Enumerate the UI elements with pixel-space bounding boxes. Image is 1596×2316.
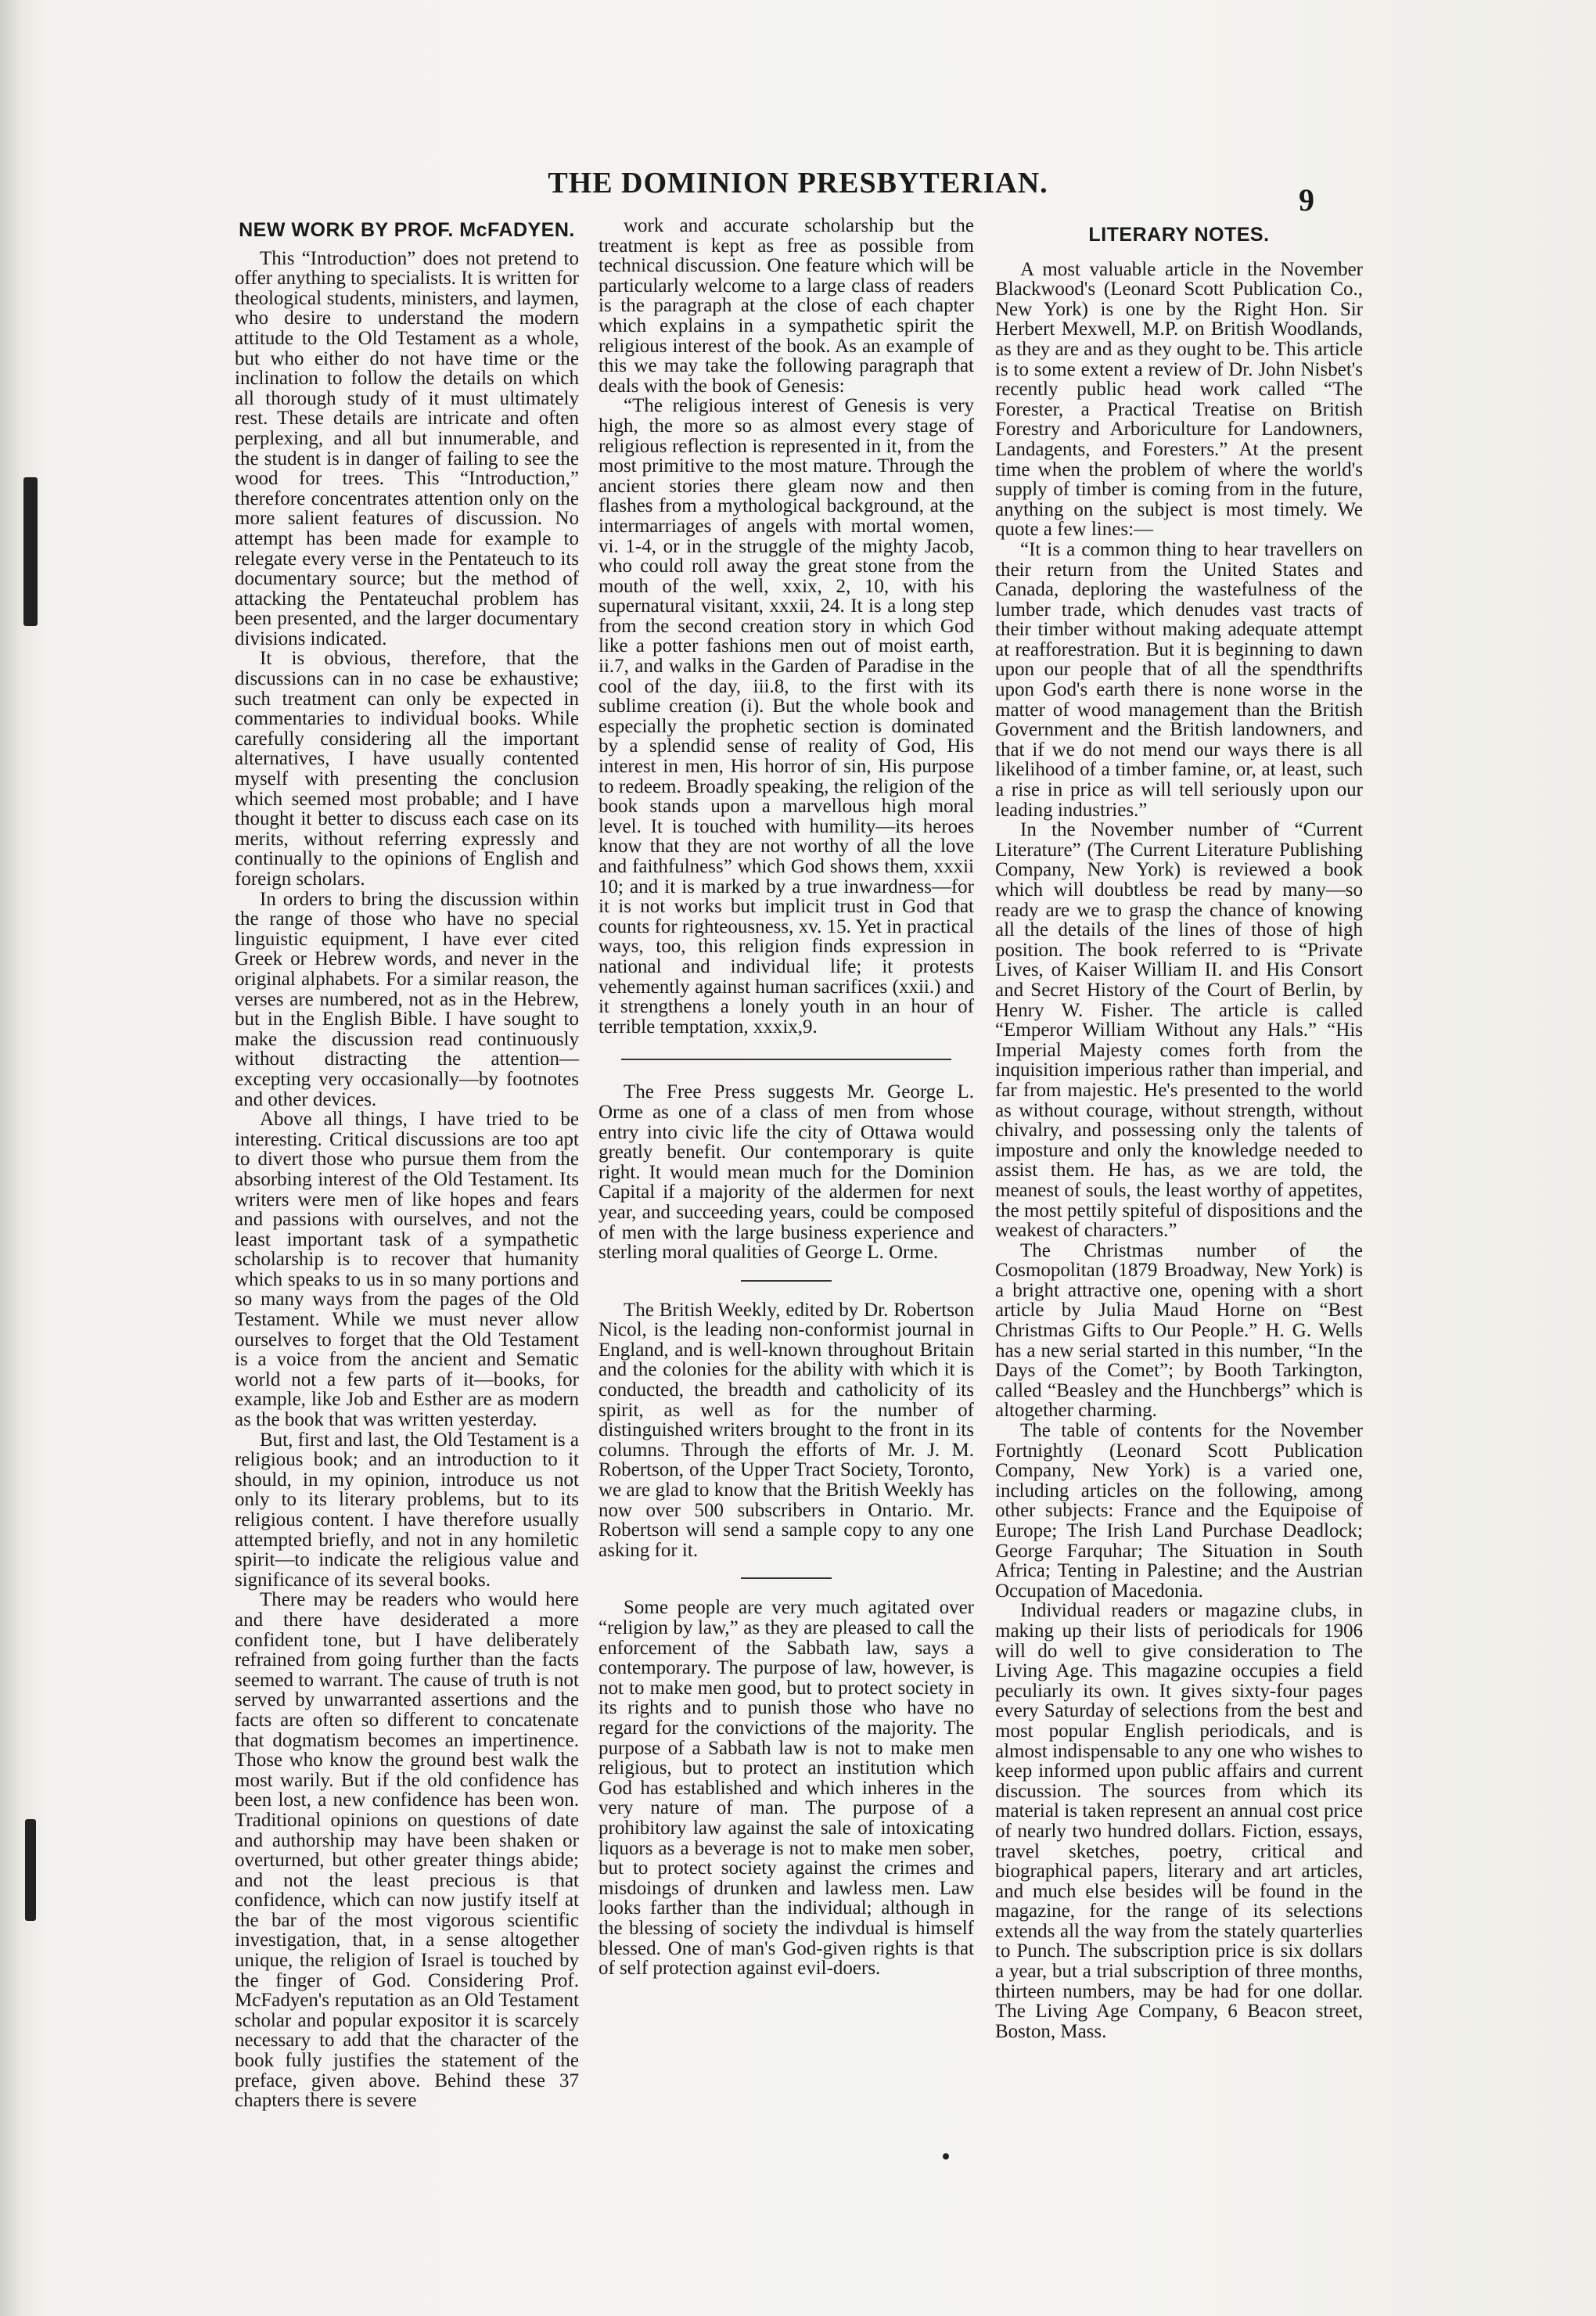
ink-dot: [943, 2153, 949, 2160]
column-right: [995, 219, 1363, 2041]
article-paragraph: In orders to bring the discussion within the range of those who have no special linguistic equipment, I have ever cited Greek or Hebrew words, and never in the original alphabets. For a similar reason, the verses are numbered, not as in the Hebrew, but in the English Bible. I have sought to make the discussion read continuously without distracting the attention—excepting very occasionally—by footnotes and other devices.: [235, 888, 579, 1110]
note-paragraph-british-weekly: The British Weekly, edited by Dr. Robertson Nicol, is the leading non-conformist journal in England, and is well-known throughout Britain and the colonies for the ability with which it is conducted, the breadth and catholicity of its spirit, as well as for the number of distinguished writers brought to the front in its columns. Through the efforts of Mr. J. M. Robertson, of the Upper Tract Society, Toronto, we are glad to know that the British Weekly has now over 500 subscribers in Ontario. Mr. Robertson will send a sample copy to any one asking for it.: [598, 1299, 974, 1561]
article-paragraph: The Christmas number of the Cosmopolitan (1879 Broadway, New York) is a bright attractive one, opening with a short article by Julia Maud Horne on “Best Christmas Gifts to Our People.” H. G. Wells has a new serial started in this number, “In the Days of the Comet”; by Booth Tarkington, called “Beasley and the Hunchbergs” which is altogether charming.: [995, 1239, 1363, 1422]
column-left: [235, 221, 579, 2111]
article-paragraph: “It is a common thing to hear travellers on their return from the United States and Canada, deploring the wastefulness of the lumber trade, which denudes vast tracts of their timber without making adequate attempt at reafforestration. But it is beginning to dawn upon our people that of all the spendthrifts upon God's earth there is none worse in the matter of wood management than the British Government and the British landowners, and that if we do not mend our ways there is all likelihood of a timber famine, or, at least, such a rise in price as will tell seriously upon our leading industries.”: [995, 538, 1363, 821]
page-number: 9: [1299, 182, 1314, 218]
article-paragraph: In the November number of “Current Literature” (The Current Literature Publishing Company, New York) is reviewed a book which will doubtless be read by many—so ready are we to grasp the chance of knowing all the details of the lines of those of high position. The book referred to is “Private Lives, of Kaiser William II. and His Consort and Secret History of the Court of Berlin, by Henry W. Fisher. The article is called “Emperor William Without any Hals.” “His Imperial Majesty comes forth from the inquisition imperious rather than imperial, and far from majestic. He's presented to the world as without courage, without strength, without chivalry, and possessing only the talents of imposture and only the knowledge needed to assist them. He has, as we are told, the meanest of souls, the least worthy of appetites, the most pettily spiteful of dispositions and the weakest of characters.”: [995, 819, 1363, 1242]
note-paragraph-orme: The Free Press suggests Mr. George L. Orme as one of a class of men from whose entry into civic life the city of Ottawa would greatly benefit. Our contemporary is quite right. It would mean much for the Dominion Capital if a majority of the aldermen for next year, and succeeding years, could be composed of men with the large business experience and sterling moral qualities of George L. Orme.: [598, 1081, 974, 1264]
section-divider: [741, 1577, 831, 1579]
article-paragraph: It is obvious, therefore, that the discussions can in no case be exhaustive; such treatment can only be expected in commentaries to individual books. While carefully considering all the important alternatives, I have usually contented myself with presenting the conclusion which seemed most probable; and I have thought it better to discuss each case on its merits, without referring expressly and continually to the opinions of English and foreign scholars.: [235, 648, 579, 890]
section-divider: [621, 1059, 951, 1060]
article-paragraph: But, first and last, the Old Testament is a religious book; and an introduction to it should, in my opinion, introduce us not only to its literary problems, but to its religious content. I have therefore usually attempted briefly, and not in any homiletic spirit—to indicate the religious value and significance of its several books.: [235, 1429, 579, 1591]
article-paragraph: There may be readers who would here and there have desiderated a more confident tone, but I have deliberately refrained from going further than the facts seemed to warrant. The cause of truth is not served by unwarranted assertions and the facts are often so different to concatenate that dogmatism becomes an impertinence. Those who know the ground best walk the most warily. But if the old confidence has been lost, a new confidence has been won. Traditional opinions on questions of date and authorship may have been shaken or overturned, but other greater things abide; and not the least precious is that confidence, which can now justify itself at the bar of the most vigorous scientific investigation, that, in a sense altogether unique, the religion of Israel is touched by the finger of God. Considering Prof. McFadyen's reputation as an Old Testament scholar and popular expositor it is scarcely necessary to add that the character of the book fully justifies the statement of the preface, given above. Behind these 37 chapters there is severe: [235, 1589, 579, 2112]
binding-mark-top: [23, 477, 38, 626]
article-paragraph: This “Introduction” does not pretend to offer anything to specialists. It is written for theological students, ministers, and laymen, who desire to understand the modern attitude to the Old Testament as a whole, but who either do not have time or the inclination to follow the details on which all thorough study of it must ultimately rest. These details are intricate and often perplexing, and all but innumerable, and the student is in danger of failing to see the wood for trees. This “Introduction,” therefore concentrates attention only on the more salient features of discussion. No attempt has been made for example to relegate every verse in the Pentateuch to its documentary source; but the method of attacking the Pentateuchal problem has been presented, and the larger documentary divisions indicated.: [235, 247, 579, 649]
article-paragraph: Individual readers or magazine clubs, in making up their lists of periodicals for 1906 will do well to give consideration to The Living Age. This magazine occupies a field peculiarly its own. It gives sixty-four pages every Saturday of selections from the best and most popular English periodicals, and is almost indispensable to any one who wishes to keep informed upon public affairs and current discussion. The sources from which its material is taken represent an annual cost price of nearly two hundred dollars. Fiction, essays, travel sketches, poetry, critical and biographical papers, literary and art articles, and much else besides will be found in the magazine, for the range of its selections extends all the way from the stately quarterlies to Punch. The subscription price is six dollars a year, but a trial subscription of three months, thirteen numbers, may be had for one dollar. The Living Age Company, 6 Beacon street, Boston, Mass.: [995, 1600, 1363, 2042]
literary-notes-heading: LITERARY NOTES.: [1088, 224, 1270, 246]
column-middle: [598, 216, 974, 1979]
article-paragraph: The table of contents for the November Fortnightly (Leonard Scott Publication Company, New York) is a varied one, including articles on the following, among other subjects: France and the Equipoise of Europe; The Irish Land Purchase Deadlock; George Farquhar; The Situation in South Africa; Tenting in Palestine; and the Austrian Occupation of Macedonia.: [995, 1420, 1363, 1602]
article-paragraph: “The religious interest of Genesis is very high, the more so as almost every stage of religious reflection is represented in it, from the most primitive to the most mature. Through the ancient stories there gleam now and then flashes from a mythological background, at the intermarriages of angels with mortal women, vi. 1-4, or in the struggle of the mighty Jacob, who could roll away the great stone from the mouth of the well, xxix, 2, 10, with his supernatural visitant, xxxii, 24. It is a long step from the second creation story in which God like a potter fashions men out of moist earth, ii.7, and walks in the Garden of Paradise in the cool of the day, iii.8, to the first with its sublime creation (i). But the whole book and especially the prophetic section is dominated by a splendid sense of reality of God, His interest in men, His horror of sin, His purpose to redeem. Broadly speaking, the religion of the book stands upon a marvellous high moral level. It is touched with humility—its heroes know that they are not worthy of all the love and faithfulness” which God shows them, xxxii 10; and it is marked by a true inwardness—for it is not works but implicit trust in God that counts for righteousness, xv. 15. Yet in practical ways, too, this religion finds expression in national and individual life; it protests vehemently against human sacrifices (xxii.) and it strengthens a lonely youth in an hour of terrible temptation, xxxix,9.: [598, 395, 974, 1038]
note-paragraph-sabbath-law: Some people are very much agitated over “religion by law,” as they are pleased to call the enforcement of the Sabbath law, says a contemporary. The purpose of law, however, is not to make men good, but to protect society in its rights and to punish those who have no regard for the convictions of the majority. The purpose of a Sabbath law is not to make men religious, but to protect an institution which God has established and which inheres in the very nature of man. The purpose of a prohibitory law against the sale of intoxicating liquors as a beverage is not to make men sober, but to protect society against the crimes and misdoings of drunken and lawless men. Law looks farther than the individual; although in the blessing of society the indivdual is himself blessed. One of man's God-given rights is that of self protection against evil-doers.: [598, 1597, 974, 1980]
article-paragraph: A most valuable article in the November Blackwood's (Leonard Scott Publication Co., New York) is one by the Right Hon. Sir Herbert Mexwell, M.P. on British Woodlands, as they are and as they ought to be. This article is to some extent a review of Dr. John Nisbet's recently public head work called “The Forester, a Practical Treatise on British Forestry and Arboriculture for Landowners, Landagents, and Foresters.” At the present time when the problem of where the world's supply of timber is coming from in the future, anything on the subject is most timely. We quote a few lines:—: [995, 258, 1363, 541]
section-divider: [741, 1280, 831, 1282]
article-paragraph: work and accurate scholarship but the treatment is kept as free as possible from technical discussion. One feature which will be particularly welcome to a large class of readers is the paragraph at the close of each chapter which explains in a sympathetic spirit the religious interest of the book. As an example of this we may take the following paragraph that deals with the book of Genesis:: [598, 215, 974, 397]
article-heading-mcfadyen: NEW WORK BY PROF. McFADYEN.: [239, 219, 575, 241]
article-paragraph: Above all things, I have tried to be interesting. Critical discussions are too apt to divert those who pursue them from the absorbing interest of the Old Testament. Its writers were men of like hopes and fears and passions with ourselves, and not the least important task of a sympathetic scholarship is to recover that humanity which speaks to us in so many portions and so many ways from the pages of the Old Testament. While we must never allow ourselves to forget that the Old Testament is a voice from the ancient and Sematic world not a few parts of it—books, for example, like Job and Esther are as modern as the book that was written yesterday.: [235, 1109, 579, 1431]
binding-mark-bottom: [25, 1819, 36, 1921]
page-header: THE DOMINION PRESBYTERIAN.: [548, 167, 1048, 200]
